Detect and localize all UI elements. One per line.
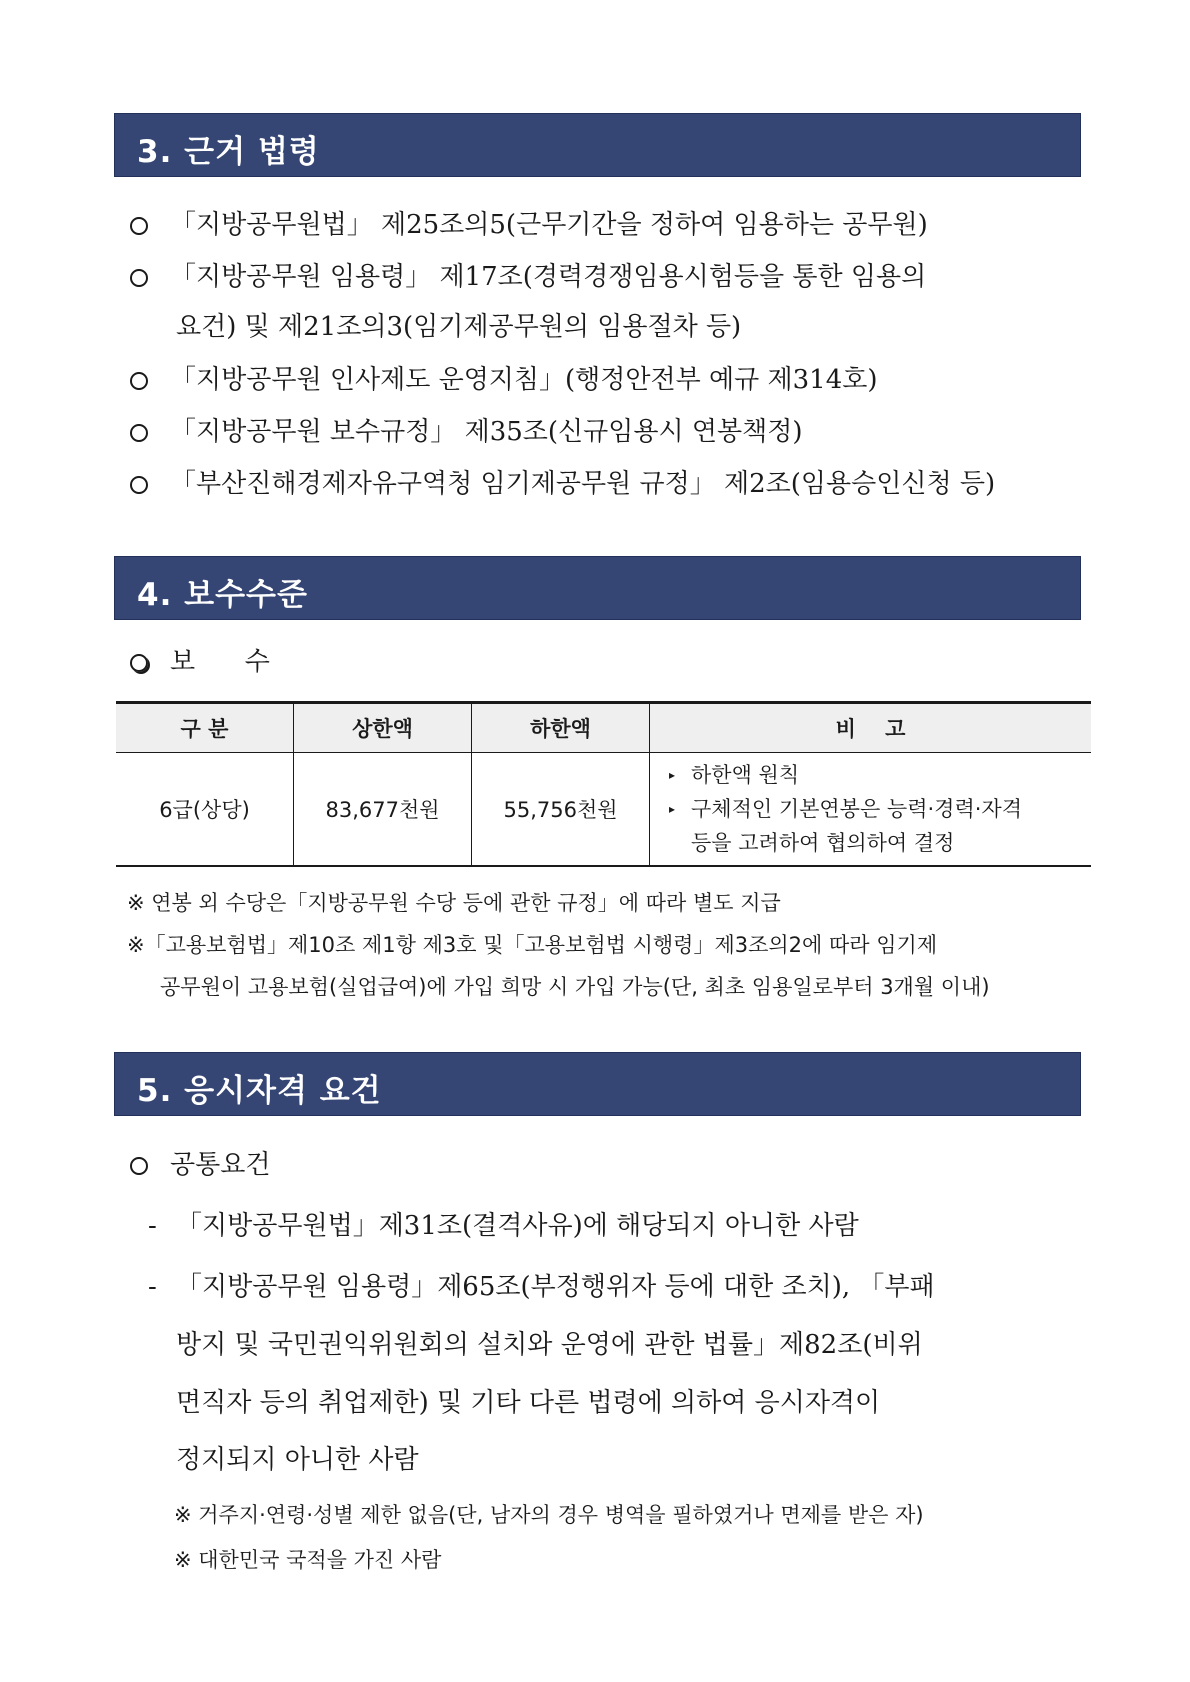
requirement-continuation: 방지 및 국민권익위원회의 설치와 운영에 관한 법률」제82조(비위 [176, 1330, 923, 1360]
dash-bullet-icon: - [148, 1211, 157, 1241]
bullet-circle-icon [130, 476, 148, 494]
remark-continuation: 등을 고려하여 협의하여 결정 [691, 831, 955, 855]
bullet-circle-icon [130, 654, 148, 672]
section-5-title: 5. 응시자격 요건 [137, 1073, 382, 1109]
remark-item: ▸ 구체적인 기본연봉은 능력·경력·자격 [665, 792, 1090, 826]
list-item-continuation: 요건) 및 제21조의3(임기제공무원의 임용절차 등) [176, 312, 742, 342]
list-item: 「부산진해경제자유구역청 임기제공무원 규정」 제2조(임용승인신청 등) [130, 466, 995, 502]
triangle-bullet-icon: ▸ [669, 802, 676, 816]
bullet-circle-icon [130, 1157, 148, 1175]
salary-note: ※「고용보험법」제10조 제1항 제3호 및「고용보험법 시행령」제3조의2에 따라 임기제 [127, 933, 938, 957]
list-item: 「지방공무원법」 제25조의5(근무기간을 정하여 임용하는 공무원) [130, 207, 928, 243]
section-4-header [114, 556, 1081, 620]
bullet-circle-icon [130, 217, 148, 235]
requirement-item: - 「지방공무원법」제31조(결격사유)에 해당되지 아니한 사람 [148, 1208, 859, 1244]
table-row [116, 753, 1091, 867]
col-header-grade: 구 분 [116, 703, 294, 753]
list-item: 「지방공무원 임용령」 제17조(경력경쟁임용시험등을 통한 임용의 [130, 259, 926, 295]
salary-table [116, 701, 1091, 867]
section-3-title: 3. 근거 법령 [137, 134, 320, 170]
sub-heading: 공통요건 [130, 1147, 270, 1183]
cell-lower: 55,756천원 [472, 753, 650, 867]
bullet-circle-icon [130, 269, 148, 287]
bullet-circle-icon [130, 372, 148, 390]
section-3-header [114, 113, 1081, 177]
cell-upper: 83,677천원 [294, 753, 472, 867]
sub-heading: 보 수 [130, 644, 270, 680]
list-item: 「지방공무원 보수규정」 제35조(신규임용시 연봉책정) [130, 414, 803, 450]
requirement-continuation: 정지되지 아니한 사람 [176, 1445, 419, 1475]
requirement-note: ※ 거주지·연령·성별 제한 없음(단, 남자의 경우 병역을 필하였거나 면제를 받은 자) [174, 1503, 924, 1527]
dash-bullet-icon: - [148, 1272, 157, 1302]
triangle-bullet-icon: ▸ [669, 768, 676, 782]
remark-item: ▸ 하한액 원칙 [665, 758, 1090, 792]
requirement-item: - 「지방공무원 임용령」제65조(부정행위자 등에 대한 조치), 「부패 [148, 1269, 935, 1305]
salary-note-continuation: 공무원이 고용보험(실업급여)에 가입 희망 시 가입 가능(단, 최초 임용일로부터 3개월 이내) [160, 975, 990, 999]
col-header-upper: 상한액 [294, 703, 472, 753]
col-header-lower: 하한액 [472, 703, 650, 753]
table-header-row [116, 703, 1091, 753]
col-header-remarks: 비 고 [650, 703, 1092, 753]
bullet-circle-icon [130, 424, 148, 442]
requirement-note: ※ 대한민국 국적을 가진 사람 [174, 1548, 442, 1572]
salary-note: ※ 연봉 외 수당은「지방공무원 수당 등에 관한 규정」에 따라 별도 지급 [127, 891, 781, 915]
list-item: 「지방공무원 인사제도 운영지침」(행정안전부 예규 제314호) [130, 362, 878, 398]
section-5-header [114, 1052, 1081, 1116]
remarks-list [651, 758, 1090, 826]
cell-grade: 6급(상당) [116, 753, 294, 867]
section-4-title: 4. 보수수준 [137, 577, 308, 613]
cell-remarks [650, 753, 1092, 867]
requirement-continuation: 면직자 등의 취업제한) 및 기타 다른 법령에 의하여 응시자격이 [176, 1388, 881, 1418]
